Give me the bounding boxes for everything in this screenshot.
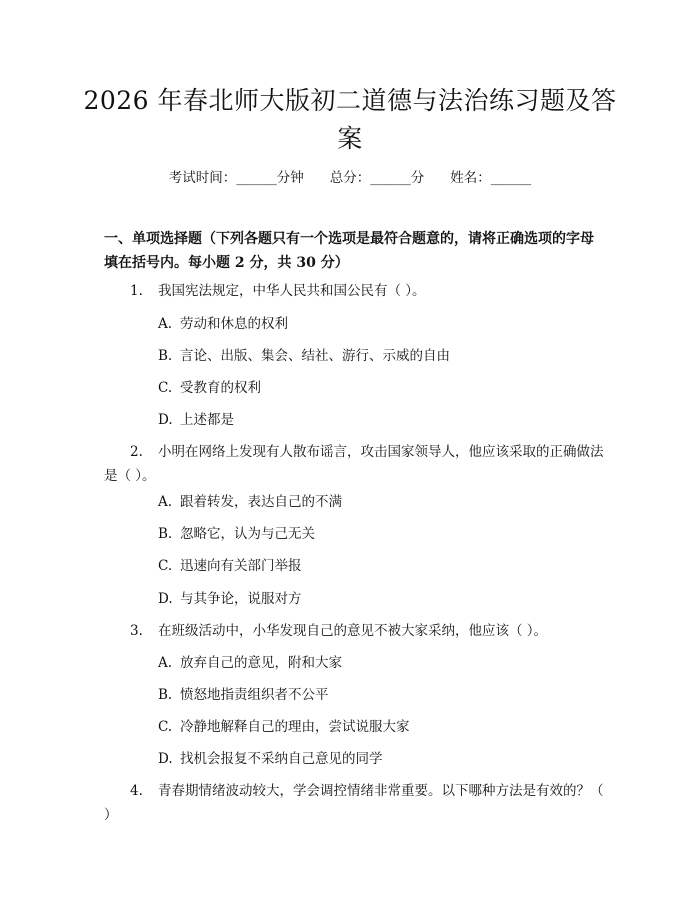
question-4: 4. 青春期情绪波动较大，学会调控情绪非常重要。以下哪种方法是有效的？（ ） [104, 783, 604, 823]
option-text: 跟着转发，表达自己的不满 [180, 494, 342, 510]
option-2b [158, 524, 315, 544]
option-2a [158, 492, 342, 512]
question-2: 2. 小明在网络上发现有人散布谣言，攻击国家领导人，他应该采取的正确做法是（ ）。 [104, 444, 604, 484]
option-text: 言论、出版、集会、结社、游行、示威的自由 [180, 348, 450, 364]
option-text: 劳动和休息的权利 [180, 316, 288, 332]
option-letter: B. [158, 687, 173, 703]
exam-info-line [0, 168, 700, 188]
option-1b [158, 346, 450, 366]
option-letter: A. [158, 655, 173, 671]
option-text: 上述都是 [180, 412, 234, 428]
option-1a [158, 314, 288, 334]
question-1: 1. 我国宪法规定，中华人民共和国公民有（ ）。 [130, 283, 426, 299]
option-1d [158, 410, 234, 430]
option-letter: D. [158, 412, 173, 428]
option-text: 找机会报复不采纳自己意见的同学 [180, 751, 383, 767]
option-text: 冷静地解释自己的理由，尝试说服大家 [180, 719, 410, 735]
question-text: 青春期情绪波动较大，学会调控情绪非常重要。以下哪种方法是有效的？（ ） [104, 783, 604, 823]
option-letter: A. [158, 494, 173, 510]
option-3a [158, 653, 342, 673]
exam-time-field: 考试时间：______分钟 [168, 170, 304, 186]
option-2d [158, 589, 302, 609]
option-3b [158, 685, 329, 705]
option-letter: B. [158, 348, 173, 364]
total-score-field: 总分：______分 [329, 170, 425, 186]
question-text: 在班级活动中，小华发现自己的意见不被大家采纳，他应该（ ）。 [158, 623, 548, 639]
section-heading: 一、单项选择题（下列各题只有一个选项是最符合题意的，请将正确选项的字母填在括号内。每小题 2 分，共 30 分） [104, 231, 594, 271]
option-1c [158, 378, 261, 398]
option-3d [158, 749, 383, 769]
option-text: 迅速向有关部门举报 [180, 558, 302, 574]
question-text: 我国宪法规定，中华人民共和国公民有（ ）。 [158, 283, 426, 299]
option-letter: C. [158, 558, 173, 574]
option-2c [158, 556, 302, 576]
option-text: 放弃自己的意见，附和大家 [180, 655, 342, 671]
option-letter: D. [158, 751, 173, 767]
question-text: 小明在网络上发现有人散布谣言，攻击国家领导人，他应该采取的正确做法是（ ）。 [104, 444, 604, 484]
option-text: 与其争论，说服对方 [180, 591, 302, 607]
option-letter: A. [158, 316, 173, 332]
option-letter: C. [158, 380, 173, 396]
student-name-field: 姓名：______ [450, 170, 532, 186]
option-letter: C. [158, 719, 173, 735]
option-letter: D. [158, 591, 173, 607]
option-text: 受教育的权利 [180, 380, 261, 396]
option-text: 忽略它，认为与己无关 [180, 526, 315, 542]
question-3: 3. 在班级活动中，小华发现自己的意见不被大家采纳，他应该（ ）。 [130, 623, 548, 639]
option-3c [158, 717, 410, 737]
option-letter: B. [158, 526, 173, 542]
document-title: 2026 年春北师大版初二道德与法治练习题及答案 [83, 86, 617, 153]
option-text: 愤怒地指责组织者不公平 [180, 687, 329, 703]
